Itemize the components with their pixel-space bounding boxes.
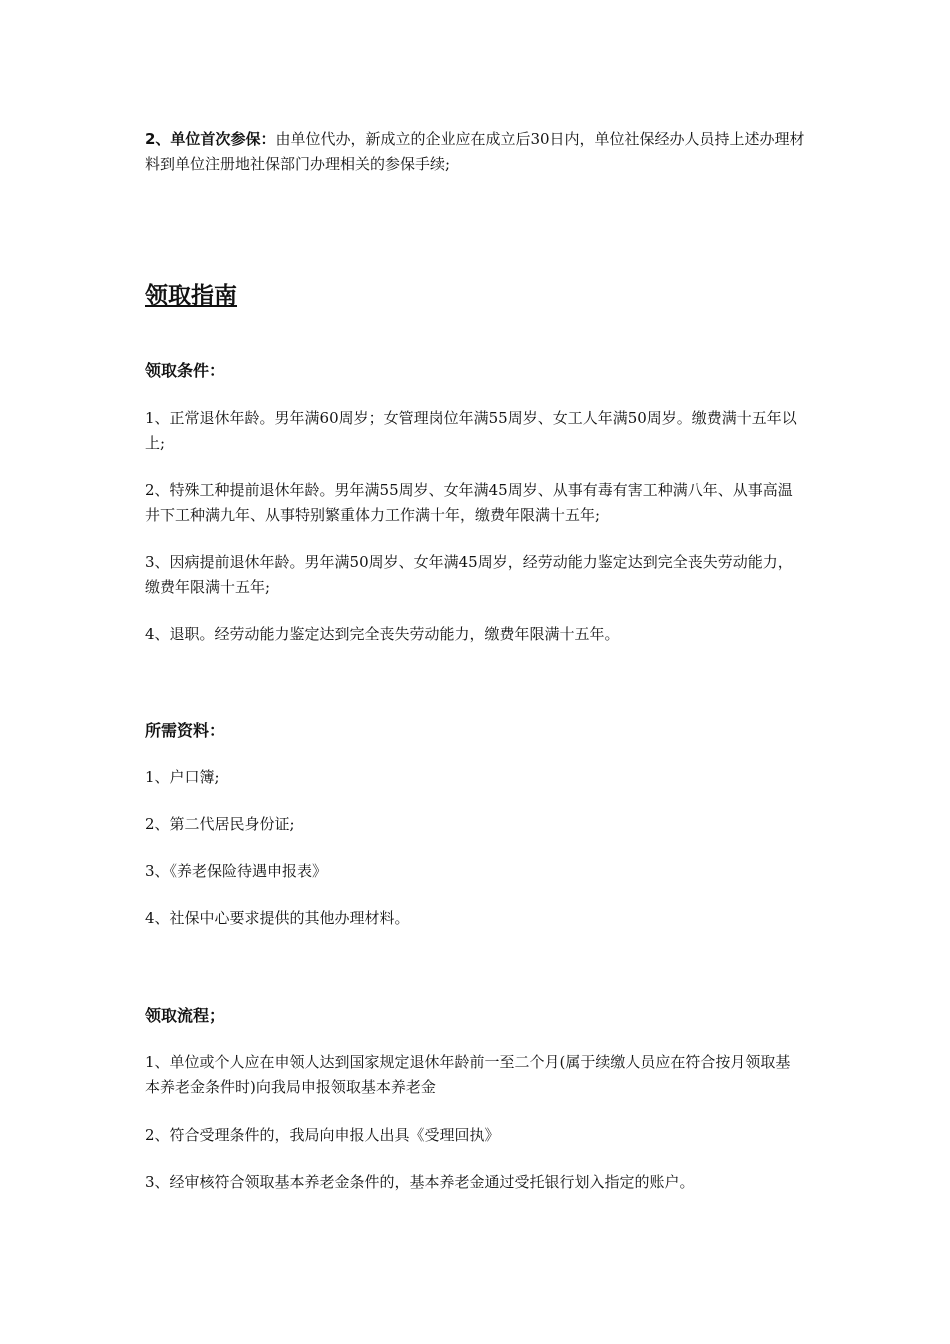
condition-item: 4、退职。经劳动能力鉴定达到完全丧失劳动能力，缴费年限满十五年。 (145, 625, 620, 643)
process-item: 2、符合受理条件的，我局向申报人出具《受理回执》 (145, 1126, 500, 1144)
conditions-heading: 领取条件： (145, 361, 226, 380)
material-item: 3、《养老保险待遇申报表》 (145, 862, 328, 880)
process-item: 1、单位或个人应在申领人达到国家规定退休年龄前一至二个月(属于续缴人员应在符合按月领取基本养老金条件时)向我局申报领取基本养老金 (145, 1053, 791, 1096)
condition-item: 3、因病提前退休年龄。男年满50周岁、女年满45周岁，经劳动能力鉴定达到完全丧失劳动能力，缴费年限满十五年; (145, 553, 793, 596)
process-heading: 领取流程； (145, 1006, 226, 1025)
material-item: 1、户口簿; (145, 768, 220, 786)
materials-heading: 所需资料： (145, 721, 226, 740)
material-item: 4、社保中心要求提供的其他办理材料。 (145, 909, 410, 927)
material-item: 2、第二代居民身份证; (145, 815, 295, 833)
page-title: 领取指南 (145, 283, 237, 309)
condition-item: 2、特殊工种提前退休年龄。男年满55周岁、女年满45周岁、从事有毒有害工种满八年、从事高温井下工种满九年、从事特别繁重体力工作满十年，缴费年限满十五年; (145, 481, 793, 524)
intro-lead: 2、单位首次参保： (145, 130, 276, 148)
intro-paragraph (145, 127, 805, 177)
process-item: 3、经审核符合领取基本养老金条件的，基本养老金通过受托银行划入指定的账户。 (145, 1173, 695, 1191)
condition-item: 1、正常退休年龄。男年满60周岁；女管理岗位年满55周岁、女工人年满50周岁。缴费满十五年以上; (145, 409, 797, 452)
intro-text: 由单位代办，新成立的企业应在成立后30日内，单位社保经办人员持上述办理材料到单位注册地社保部门办理相关的参保手续; (145, 130, 805, 173)
